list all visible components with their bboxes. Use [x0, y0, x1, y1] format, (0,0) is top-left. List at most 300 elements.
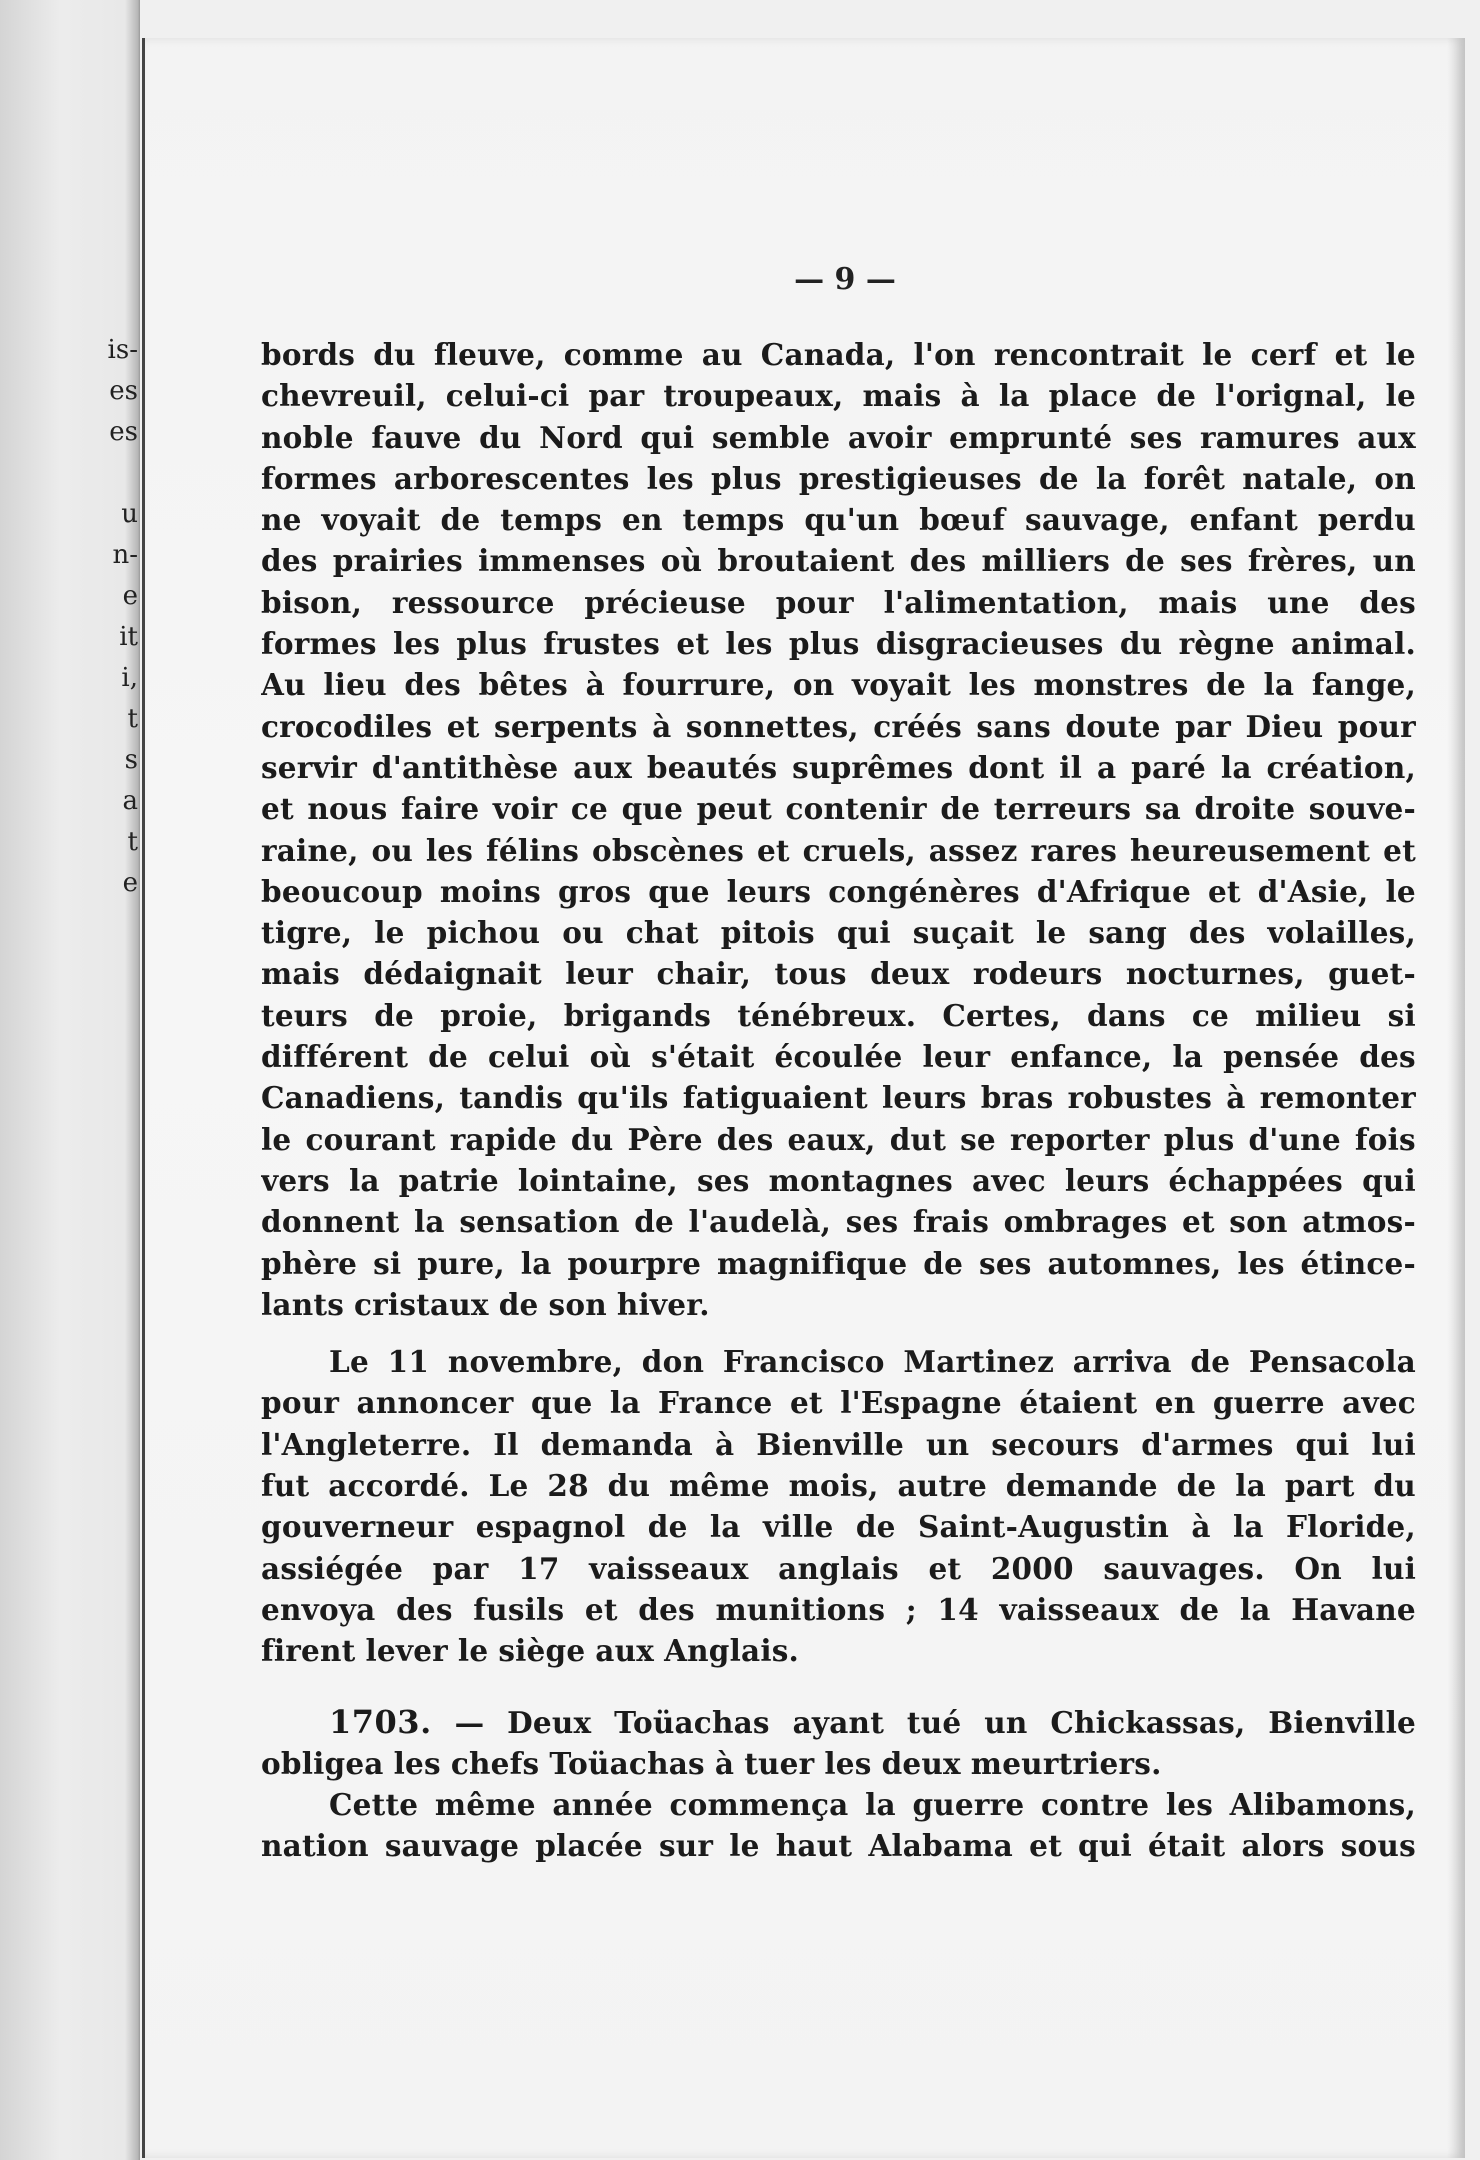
- word: vers: [261, 1162, 330, 1198]
- word: formes: [261, 460, 377, 496]
- word: novembre,: [447, 1344, 624, 1380]
- text-line: [261, 1036, 1416, 1077]
- word: les: [1237, 1245, 1285, 1281]
- fragment: is-: [107, 335, 138, 365]
- word: dans: [1087, 997, 1166, 1033]
- word: droite: [1194, 791, 1296, 827]
- word: à: [960, 378, 980, 414]
- word: automnes,: [1047, 1245, 1222, 1281]
- word: lieu: [323, 667, 387, 703]
- page-number: — 9 —: [794, 262, 896, 297]
- text-line: [261, 458, 1416, 499]
- word: volailles,: [1267, 915, 1416, 951]
- word: dont: [968, 749, 1045, 785]
- word: d'Asie,: [1257, 873, 1369, 909]
- word: du: [1373, 1468, 1416, 1504]
- word: la: [1239, 1591, 1271, 1627]
- word: sonnettes,: [685, 708, 859, 744]
- word: aux: [1357, 419, 1416, 455]
- word: ténébreux.: [737, 997, 917, 1033]
- text-line: [261, 1784, 1416, 1825]
- word: si: [373, 1245, 402, 1281]
- text-line: [261, 830, 1416, 871]
- word: l'orignal,: [1215, 378, 1367, 414]
- word: contre: [1040, 1787, 1150, 1823]
- word: Martinez: [903, 1344, 1055, 1380]
- word: l'alimentation,: [883, 584, 1129, 620]
- word: les: [393, 1745, 441, 1781]
- word: Il: [493, 1426, 519, 1462]
- word: comme: [563, 337, 684, 372]
- word: ses: [1129, 419, 1183, 455]
- word: chat: [625, 915, 699, 951]
- word: des: [638, 1591, 695, 1627]
- word: le: [1385, 378, 1416, 414]
- word: leurs: [726, 873, 812, 909]
- word: à: [1226, 1080, 1246, 1116]
- word: la: [1232, 1509, 1264, 1545]
- word: heureusement: [1129, 832, 1371, 868]
- word: 14: [937, 1591, 979, 1627]
- word: obligea: [261, 1745, 384, 1781]
- word: sous: [1340, 1828, 1416, 1864]
- word: montagnes: [768, 1162, 953, 1198]
- word: peut: [696, 791, 772, 827]
- word: des: [261, 543, 318, 579]
- previous-page-fragments: [30, 330, 138, 904]
- text-line: [261, 1702, 1416, 1743]
- word: sans: [976, 708, 1051, 744]
- word: part: [1284, 1468, 1355, 1504]
- word: de: [1190, 1344, 1231, 1380]
- word: de: [855, 1509, 896, 1545]
- word: bords: [261, 337, 356, 372]
- word: donnent: [261, 1204, 400, 1240]
- word: par: [588, 378, 645, 414]
- text-line: [261, 1825, 1416, 1866]
- word: aux: [573, 749, 633, 785]
- word: troupeaux,: [663, 378, 844, 414]
- word: la: [348, 1162, 380, 1198]
- word: milieu: [1255, 997, 1362, 1033]
- word: placée: [535, 1828, 643, 1864]
- word: milliers: [981, 543, 1110, 579]
- word: bras: [980, 1080, 1054, 1116]
- word: Pensacola: [1248, 1344, 1416, 1380]
- word: obscènes: [591, 832, 745, 868]
- word: mais: [862, 378, 942, 414]
- word: semble: [711, 419, 831, 455]
- word: les: [824, 1745, 872, 1781]
- word: s'était: [651, 1039, 755, 1075]
- word: écoulée: [774, 1039, 903, 1075]
- word: et: [676, 626, 710, 662]
- word: félins: [485, 832, 580, 868]
- word: Bienville: [1268, 1704, 1416, 1740]
- word: frères,: [1247, 543, 1358, 579]
- word: la: [1235, 1468, 1266, 1504]
- word: et: [584, 1591, 618, 1627]
- word: lui: [1371, 1426, 1416, 1462]
- word: a: [1096, 749, 1117, 785]
- paragraph-gap: [261, 1325, 1416, 1341]
- word: 28: [547, 1468, 589, 1504]
- word: ses: [696, 1162, 750, 1198]
- year-heading: 1703.: [329, 1702, 432, 1741]
- word: alors: [1241, 1828, 1325, 1864]
- word: fatiguaient: [682, 1080, 868, 1116]
- word: de: [634, 1204, 674, 1240]
- word: la: [520, 1245, 552, 1281]
- word: à: [714, 1745, 735, 1781]
- word: échappées: [1168, 1162, 1343, 1198]
- word: place: [1048, 378, 1138, 414]
- text-line: [261, 1465, 1416, 1506]
- word: de: [1038, 460, 1079, 496]
- word: pourpre: [567, 1245, 702, 1281]
- word: Le: [329, 1344, 369, 1380]
- word: nation: [261, 1828, 369, 1864]
- word: atmos-: [1302, 1204, 1416, 1240]
- word: et: [1181, 1204, 1215, 1240]
- word: Deux: [507, 1704, 592, 1740]
- previous-page-edge: [0, 0, 140, 2160]
- word: la: [414, 1204, 445, 1240]
- word: de: [1206, 667, 1246, 703]
- fragment: u: [121, 499, 138, 529]
- word: 2000: [990, 1550, 1074, 1586]
- word: deux: [881, 1745, 961, 1781]
- word: cruels,: [802, 832, 916, 868]
- word: souve-: [1308, 791, 1416, 827]
- word: il: [1059, 749, 1083, 785]
- word: qu'un: [804, 502, 900, 538]
- word: au: [701, 337, 743, 372]
- word: étaient: [1019, 1385, 1138, 1421]
- word: du: [479, 419, 522, 455]
- word: frais: [912, 1204, 990, 1240]
- text-line: [261, 747, 1416, 788]
- word: perdu: [1317, 502, 1416, 538]
- word: suçait: [912, 915, 1014, 951]
- word: congénères: [828, 873, 1020, 909]
- word: guet-: [1328, 956, 1416, 992]
- word: serpents: [494, 708, 638, 744]
- word: animal.: [1290, 626, 1416, 662]
- word: si: [1387, 997, 1416, 1033]
- word: paré: [1131, 749, 1207, 785]
- word: ses: [845, 1204, 899, 1240]
- word: se: [960, 1121, 996, 1157]
- word: tandis: [459, 1080, 564, 1116]
- text-line: [261, 623, 1416, 664]
- word: en: [1154, 1385, 1196, 1421]
- word: ayant: [792, 1704, 885, 1740]
- word: emprunté: [949, 419, 1113, 455]
- text-line: [261, 706, 1416, 747]
- text-line: [261, 1424, 1416, 1465]
- word: arborescentes: [393, 460, 630, 496]
- word: avoir: [847, 419, 932, 455]
- word: fois: [1354, 1121, 1416, 1157]
- word: espagnol: [475, 1509, 626, 1545]
- word: mais: [261, 956, 340, 992]
- fragment: e: [122, 868, 138, 898]
- word: Toüachas: [549, 1745, 705, 1781]
- word: ville: [762, 1509, 834, 1545]
- word: la: [865, 1787, 896, 1823]
- word: guerre: [912, 1787, 1025, 1823]
- word: Havane: [1291, 1591, 1416, 1627]
- word: anglais: [778, 1550, 899, 1586]
- text-line: [261, 334, 1416, 375]
- word: firent: [261, 1633, 356, 1669]
- word: son: [1229, 1204, 1288, 1240]
- word: nous: [307, 791, 388, 827]
- word: phère: [261, 1245, 358, 1281]
- text-line: [261, 540, 1416, 581]
- word: envoya: [261, 1591, 376, 1627]
- word: on: [1374, 460, 1416, 496]
- word: voyait: [321, 502, 421, 538]
- word: chefs: [450, 1745, 540, 1781]
- word: même: [434, 1787, 536, 1823]
- word: le: [1035, 915, 1067, 951]
- word: de: [1179, 1591, 1220, 1627]
- word: l'audelà,: [688, 1204, 832, 1240]
- word: annoncer: [356, 1385, 514, 1421]
- word: Au: [261, 667, 306, 703]
- word: bison,: [261, 584, 363, 620]
- text-line: [261, 499, 1416, 540]
- word: de: [498, 1286, 539, 1322]
- fragment: i,: [121, 663, 138, 693]
- word: et: [1207, 873, 1241, 909]
- word: des: [1188, 915, 1246, 951]
- word: fange,: [1311, 667, 1416, 703]
- word: dut: [889, 1121, 947, 1157]
- fragment: t: [127, 827, 138, 857]
- word: Dieu: [1245, 708, 1324, 744]
- word: du: [373, 337, 416, 372]
- word: le: [261, 1121, 292, 1157]
- word: gouverneur: [261, 1509, 454, 1545]
- text-line: [261, 1589, 1416, 1630]
- word: doute: [1065, 708, 1161, 744]
- word: son: [548, 1286, 607, 1322]
- word: pitois: [720, 915, 815, 951]
- word: leur: [565, 956, 633, 992]
- word: en: [622, 502, 663, 538]
- text-line: [261, 1160, 1416, 1201]
- word: de: [440, 502, 481, 538]
- word: pour: [1337, 708, 1416, 744]
- word: des: [909, 543, 967, 579]
- word: plus: [788, 626, 860, 662]
- word: reporter: [1009, 1121, 1150, 1157]
- word: ses: [1180, 543, 1233, 579]
- word: les: [425, 832, 474, 868]
- word: ombrages: [1003, 1204, 1168, 1240]
- word: du: [1119, 626, 1163, 662]
- word: commença: [669, 1787, 849, 1823]
- word: de: [374, 997, 414, 1033]
- word: Père: [627, 1121, 703, 1157]
- word: cerf: [1250, 337, 1317, 372]
- word: règne: [1178, 626, 1275, 662]
- word: l'on: [913, 337, 976, 372]
- word: le: [457, 1633, 489, 1669]
- word: demanda: [540, 1426, 693, 1462]
- word: des: [1359, 584, 1416, 620]
- word: où: [589, 1039, 632, 1075]
- word: guerre: [1212, 1385, 1325, 1421]
- word: les: [1165, 1787, 1214, 1823]
- word: crocodiles: [261, 708, 433, 744]
- word: gros: [557, 873, 632, 909]
- word: des: [716, 1121, 774, 1157]
- word: pour: [775, 584, 854, 620]
- word: les: [968, 667, 1016, 703]
- word: temps: [682, 502, 785, 538]
- word: Nord: [539, 419, 623, 455]
- word: ses: [979, 1245, 1032, 1281]
- word: rencontrait: [993, 337, 1184, 372]
- fragment: es: [109, 376, 138, 406]
- word: sauvages.: [1103, 1550, 1265, 1586]
- word: beoucoup: [261, 873, 423, 909]
- word: ressource: [391, 584, 555, 620]
- word: beautés: [646, 749, 778, 785]
- word: différent: [261, 1039, 409, 1075]
- word: les: [725, 626, 773, 662]
- word: France: [658, 1385, 773, 1421]
- word: qui: [1295, 1426, 1350, 1462]
- text-line: [261, 417, 1416, 458]
- fragment: e: [122, 581, 138, 611]
- word: assez: [928, 832, 1018, 868]
- word: où: [660, 543, 703, 579]
- word: raine,: [261, 832, 359, 868]
- word: celui: [487, 1039, 570, 1075]
- word: secours: [991, 1426, 1120, 1462]
- text-line: [261, 788, 1416, 829]
- word: 11: [387, 1344, 430, 1380]
- word: Francisco: [722, 1344, 885, 1380]
- word: nocturnes,: [1125, 956, 1305, 992]
- word: les: [646, 460, 694, 496]
- word: arriva: [1072, 1344, 1172, 1380]
- word: ou: [562, 915, 604, 951]
- word: des: [404, 667, 461, 703]
- word: de: [923, 1245, 964, 1281]
- paragraph: [261, 334, 1416, 1325]
- word: que: [621, 791, 684, 827]
- word: lointaine,: [517, 1162, 678, 1198]
- word: haut: [775, 1828, 853, 1864]
- word: leur: [922, 1039, 991, 1075]
- word: la: [1095, 460, 1127, 496]
- word: leurs: [1064, 1162, 1150, 1198]
- word: fourrure,: [622, 667, 776, 703]
- word: Le: [488, 1468, 529, 1504]
- fragment: [30, 453, 138, 494]
- word: du: [607, 1468, 651, 1504]
- word: Canadiens,: [261, 1080, 446, 1116]
- text-line: [261, 582, 1416, 623]
- word: fusils: [473, 1591, 565, 1627]
- word: était: [1148, 1828, 1226, 1864]
- word: cristaux: [354, 1286, 489, 1322]
- word: chevreuil,: [261, 378, 427, 414]
- word: qui: [1078, 1828, 1132, 1864]
- word: qui: [1362, 1162, 1416, 1198]
- word: de: [1176, 1468, 1217, 1504]
- word: de: [647, 1509, 688, 1545]
- word: une: [1267, 584, 1330, 620]
- text-line: [261, 995, 1416, 1036]
- word: et: [261, 791, 294, 827]
- word: immenses: [478, 543, 646, 579]
- text-line: [261, 1284, 1416, 1325]
- word: des: [1359, 1039, 1416, 1075]
- word: sur: [658, 1828, 714, 1864]
- word: vaisseaux: [999, 1591, 1159, 1627]
- word: pour: [261, 1385, 340, 1421]
- word: des: [396, 1591, 453, 1627]
- fragment: es: [109, 417, 138, 447]
- word: pure,: [417, 1245, 505, 1281]
- word: deux: [870, 956, 950, 992]
- word: Anglais.: [664, 1633, 800, 1669]
- word: lever: [365, 1633, 448, 1669]
- text-line: [261, 1506, 1416, 1547]
- word: Canada,: [760, 337, 896, 372]
- word: robustes: [1067, 1080, 1213, 1116]
- word: qu'ils: [577, 1080, 669, 1116]
- word: plus: [1163, 1121, 1235, 1157]
- word: celui-ci: [445, 378, 570, 414]
- word: d'armes: [1141, 1426, 1274, 1462]
- word: fauve: [371, 419, 462, 455]
- paragraph-gap: [261, 1672, 1416, 1702]
- word: de: [940, 791, 981, 827]
- word: tous: [774, 956, 847, 992]
- word: qui: [836, 915, 891, 951]
- word: Floride,: [1286, 1509, 1416, 1545]
- word: broutaient: [717, 543, 895, 579]
- word: courant: [305, 1121, 436, 1157]
- word: magnifique: [717, 1245, 908, 1281]
- word: l'Espagne: [840, 1385, 1002, 1421]
- word: chair,: [656, 956, 752, 992]
- word: que: [648, 873, 710, 909]
- word: la: [1172, 1039, 1204, 1075]
- word: Cette: [329, 1787, 419, 1823]
- word: meurtriers.: [970, 1745, 1162, 1781]
- word: avec: [972, 1162, 1046, 1198]
- word: ce: [1191, 997, 1229, 1033]
- word: un: [925, 1426, 970, 1462]
- paragraph: [261, 1784, 1416, 1867]
- word: à: [1191, 1509, 1211, 1545]
- word: hiver.: [616, 1286, 710, 1322]
- word: que: [530, 1385, 593, 1421]
- word: brigands: [563, 997, 712, 1033]
- text-line: [261, 1548, 1416, 1589]
- word: on: [792, 667, 835, 703]
- fragment: t: [127, 704, 138, 734]
